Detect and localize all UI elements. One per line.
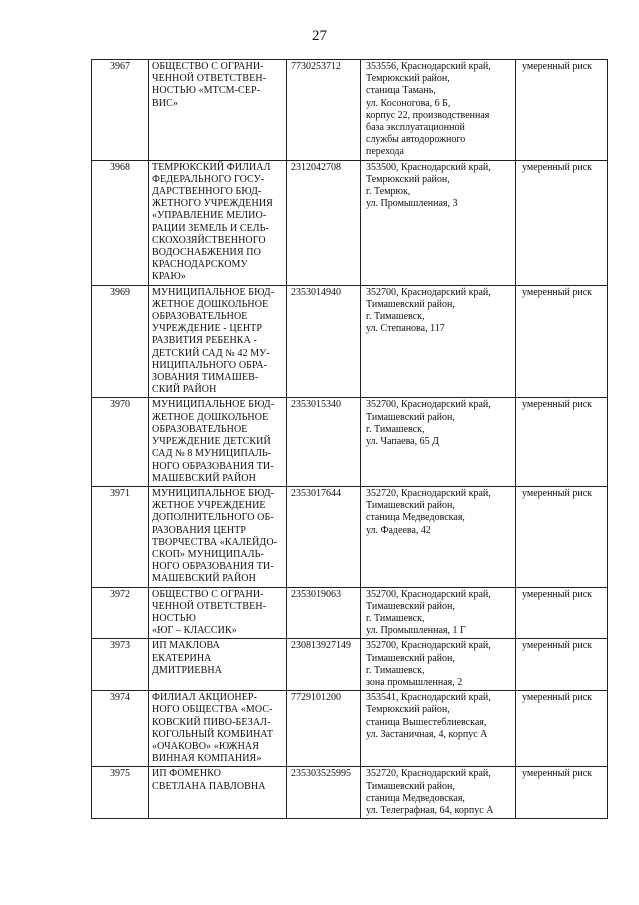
organization-name-cell [149, 398, 287, 486]
organization-name-line: САД № 8 МУНИЦИПАЛЬ- [152, 448, 272, 460]
organization-name-line: МУНИЦИПАЛЬНОЕ БЮД- [152, 286, 275, 298]
address-cell [361, 285, 516, 398]
organization-name-line: ИП ФОМЕНКО [152, 768, 222, 780]
table-row [92, 587, 608, 639]
organization-name-line: ДМИТРИЕВНА [152, 664, 223, 676]
record-number-cell: 3975 [92, 767, 149, 819]
address-line: г. Темрюк, [366, 186, 411, 198]
address-line: 352720, Краснодарский край, [366, 768, 491, 780]
organization-name-line: НОСТЬЮ «МТСМ-СЕР- [152, 85, 261, 97]
inn-cell: 2353015340 [287, 398, 361, 486]
organization-name-line: ДЕТСКИЙ САД № 42 МУ- [152, 347, 270, 359]
organization-name-line: ЗОВАНИЯ ТИМАШЕВ- [152, 372, 259, 384]
inn-cell: 7730253712 [287, 60, 361, 161]
address-line: ул. Степанова, 117 [366, 323, 445, 335]
address-line: г. Тимашевск, [366, 423, 425, 435]
address-cell [361, 767, 516, 819]
organization-name-line: СКОХОЗЯЙСТВЕННОГО [152, 234, 266, 246]
table-row [92, 398, 608, 486]
address-line: ул. Промышленная, 1 Г [366, 625, 466, 637]
address-line: ул. Чапаева, 65 Д [366, 436, 439, 448]
inn-cell: 230813927149 [287, 639, 361, 691]
organization-name-line: «УПРАВЛЕНИЕ МЕЛИО- [152, 210, 267, 222]
address-line: ул. Фадеева, 42 [366, 524, 431, 536]
risk-category-cell: умеренный риск [516, 691, 608, 767]
risk-category-cell: умеренный риск [516, 160, 608, 285]
organization-name-line: КРАСНОДАРСКОМУ [152, 259, 248, 271]
address-line: Тимашевский район, [366, 500, 455, 512]
inn-cell: 7729101200 [287, 691, 361, 767]
address-line: 353541, Краснодарский край, [366, 692, 491, 704]
address-line: ул. Косоногова, 6 Б, [366, 97, 451, 109]
address-line: 352700, Краснодарский край, [366, 399, 491, 411]
organization-name-line: ЖЕТНОЕ ДОШКОЛЬНОЕ [152, 411, 269, 423]
organization-name-line: ЖЕТНОГО УЧРЕЖДЕНИЯ [152, 198, 273, 210]
inn-cell: 2312042708 [287, 160, 361, 285]
address-line: станица Тамань, [366, 85, 436, 97]
address-line: база эксплуатационной [366, 122, 465, 134]
inn-cell: 235303525995 [287, 767, 361, 819]
registry-table-body [92, 60, 608, 819]
organization-name-line: РАЗОВАНИЯ ЦЕНТР [152, 524, 247, 536]
organization-name-line: ВИС» [152, 97, 178, 109]
organization-name-line: ОБРАЗОВАТЕЛЬНОЕ [152, 423, 248, 435]
address-line: Темрюкский район, [366, 73, 450, 85]
address-line: ул. Застаничная, 4, корпус А [366, 728, 488, 740]
address-line: г. Тимашевск, [366, 612, 425, 624]
organization-name-line: ОБЩЕСТВО С ОГРАНИ- [152, 588, 264, 600]
record-number-cell: 3974 [92, 691, 149, 767]
organization-name-line: ТВОРЧЕСТВА «КАЛЕЙДО- [152, 536, 278, 548]
organization-name-line: «ОЧАКОВО» «ЮЖНАЯ [152, 740, 259, 752]
organization-name-cell [149, 639, 287, 691]
address-cell [361, 398, 516, 486]
address-line: ул. Телеграфная, 64, корпус А [366, 804, 494, 816]
inn-cell: 2353014940 [287, 285, 361, 398]
organization-name-line: КОГОЛЬНЫЙ КОМБИНАТ [152, 728, 274, 740]
address-line: г. Тимашевск, [366, 664, 425, 676]
address-line: Темрюкский район, [366, 173, 450, 185]
organization-name-line: ДОПОЛНИТЕЛЬНОГО ОБ- [152, 512, 274, 524]
table-row [92, 160, 608, 285]
address-line: Тимашевский район, [366, 298, 455, 310]
organization-name-cell [149, 691, 287, 767]
address-cell [361, 486, 516, 587]
organization-name-line: ЧЕННОЙ ОТВЕТСТВЕН- [152, 600, 267, 612]
address-line: Тимашевский район, [366, 652, 455, 664]
record-number-cell: 3970 [92, 398, 149, 486]
address-line: Тимашевский район, [366, 600, 455, 612]
organization-name-line: МУНИЦИПАЛЬНОЕ БЮД- [152, 399, 275, 411]
organization-name-line: ВОДОСНАБЖЕНИЯ ПО [152, 247, 261, 259]
organization-name-line: ФИЛИАЛ АКЦИОНЕР- [152, 692, 258, 704]
address-line: 352700, Краснодарский край, [366, 588, 491, 600]
organization-name-line: МАШЕВСКИЙ РАЙОН [152, 472, 256, 484]
organization-name-line: ИП МАКЛОВА [152, 640, 220, 652]
organization-name-cell [149, 160, 287, 285]
address-line: 352700, Краснодарский край, [366, 640, 491, 652]
organization-name-line: НИЦИПАЛЬНОГО ОБРА- [152, 359, 268, 371]
address-line: перехода [366, 146, 404, 158]
organization-name-line: НОГО ОБРАЗОВАНИЯ ТИ- [152, 561, 274, 573]
organization-name-line: ТЕМРЮКСКИЙ ФИЛИАЛ [152, 161, 271, 173]
record-number-cell: 3968 [92, 160, 149, 285]
risk-category-cell: умеренный риск [516, 587, 608, 639]
table-row [92, 691, 608, 767]
address-line: Тимашевский район, [366, 411, 455, 423]
registry-table [91, 59, 608, 819]
organization-name-line: РАЗВИТИЯ РЕБЕНКА - [152, 335, 257, 347]
organization-name-line: НОГО ОБЩЕСТВА «МОС- [152, 704, 273, 716]
table-row [92, 767, 608, 819]
organization-name-cell [149, 60, 287, 161]
record-number-cell: 3972 [92, 587, 149, 639]
organization-name-line: РАЦИИ ЗЕМЕЛЬ И СЕЛЬ- [152, 222, 269, 234]
address-line: 352720, Краснодарский край, [366, 487, 491, 499]
address-line: ул. Промышленная, 3 [366, 198, 458, 210]
address-line: станица Медведовская, [366, 512, 465, 524]
risk-category-cell: умеренный риск [516, 285, 608, 398]
address-line: станица Вышестеблиевская, [366, 716, 487, 728]
organization-name-line: ОБРАЗОВАТЕЛЬНОЕ [152, 311, 248, 323]
address-line: службы автодорожного [366, 134, 466, 146]
address-line: 352700, Краснодарский край, [366, 286, 491, 298]
organization-name-line: НОСТЬЮ [152, 612, 196, 624]
table-row [92, 60, 608, 161]
address-cell [361, 60, 516, 161]
organization-name-line: ЖЕТНОЕ ДОШКОЛЬНОЕ [152, 298, 269, 310]
organization-name-line: КРАЮ» [152, 271, 186, 283]
organization-name-line: СКОП» МУНИЦИПАЛЬ- [152, 548, 264, 560]
record-number-cell: 3969 [92, 285, 149, 398]
organization-name-cell [149, 285, 287, 398]
risk-category-cell: умеренный риск [516, 639, 608, 691]
address-line: 353556, Краснодарский край, [366, 61, 491, 72]
organization-name-line: НОГО ОБРАЗОВАНИЯ ТИ- [152, 460, 274, 472]
risk-category-cell: умеренный риск [516, 486, 608, 587]
record-number-cell: 3971 [92, 486, 149, 587]
organization-name-line: МУНИЦИПАЛЬНОЕ БЮД- [152, 487, 275, 499]
organization-name-line: ЧЕННОЙ ОТВЕТСТВЕН- [152, 73, 267, 85]
organization-name-line: СКИЙ РАЙОН [152, 384, 217, 396]
organization-name-line: МАШЕВСКИЙ РАЙОН [152, 573, 256, 585]
address-line: 353500, Краснодарский край, [366, 161, 491, 173]
address-line: Темрюкский район, [366, 704, 450, 716]
record-number-cell: 3967 [92, 60, 149, 161]
address-line: корпус 22, производственная [366, 109, 490, 121]
address-line: Тимашевский район, [366, 780, 455, 792]
table-row [92, 285, 608, 398]
organization-name-cell [149, 587, 287, 639]
organization-name-line: ФЕДЕРАЛЬНОГО ГОСУ- [152, 173, 265, 185]
risk-category-cell: умеренный риск [516, 398, 608, 486]
record-number-cell: 3973 [92, 639, 149, 691]
address-cell [361, 160, 516, 285]
risk-category-cell: умеренный риск [516, 60, 608, 161]
inn-cell: 2353017644 [287, 486, 361, 587]
organization-name-line: ЕКАТЕРИНА [152, 652, 212, 664]
organization-name-line: КОВСКИЙ ПИВО-БЕЗАЛ- [152, 716, 271, 728]
organization-name-line: СВЕТЛАНА ПАВЛОВНА [152, 780, 266, 792]
address-line: станица Медведовская, [366, 792, 465, 804]
table-row [92, 486, 608, 587]
address-cell [361, 639, 516, 691]
organization-name-line: УЧРЕЖДЕНИЕ ДЕТСКИЙ [152, 436, 271, 448]
organization-name-line: ОБЩЕСТВО С ОГРАНИ- [152, 61, 264, 72]
address-cell [361, 691, 516, 767]
risk-category-cell: умеренный риск [516, 767, 608, 819]
address-line: зона промышленная, 2 [366, 676, 463, 688]
address-line: г. Тимашевск, [366, 311, 425, 323]
address-cell [361, 587, 516, 639]
page-number: 27 [312, 28, 327, 44]
organization-name-line: УЧРЕЖДЕНИЕ - ЦЕНТР [152, 323, 263, 335]
organization-name-cell [149, 486, 287, 587]
organization-name-cell [149, 767, 287, 819]
organization-name-line: ДАРСТВЕННОГО БЮД- [152, 186, 262, 198]
organization-name-line: ЖЕТНОЕ УЧРЕЖДЕНИЕ [152, 500, 266, 512]
table-row [92, 639, 608, 691]
inn-cell: 2353019063 [287, 587, 361, 639]
organization-name-line: ВИННАЯ КОМПАНИЯ» [152, 753, 262, 765]
organization-name-line: «ЮГ – КЛАССИК» [152, 625, 237, 637]
